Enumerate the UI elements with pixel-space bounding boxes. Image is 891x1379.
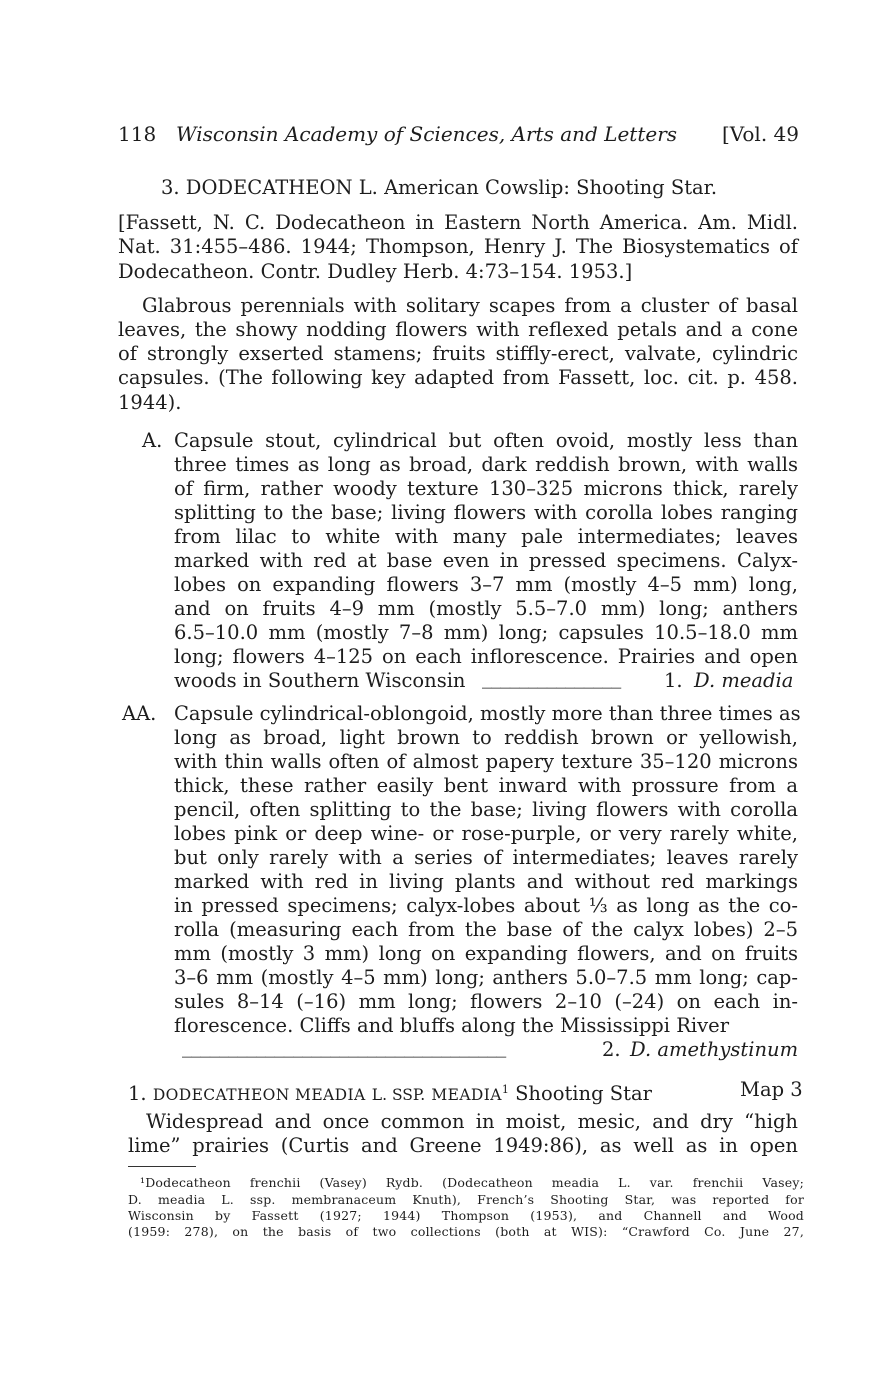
species-number: 1.: [128, 1082, 147, 1105]
genus-heading: 3. DODECATHEON L. American Cowslip: Shooting Star.: [161, 176, 718, 199]
key-a-result-number: 1.: [664, 669, 683, 692]
key-aa-result-number: 2.: [602, 1038, 621, 1061]
key-a-line: marked with red at base even in pressed specimens. Calyx-: [174, 549, 798, 572]
journal-title: Wisconsin Academy of Sciences, Arts and Letters: [176, 122, 678, 146]
key-a-last-line: woods in Southern Wisconsin: [174, 669, 466, 692]
key-a-result-name: D. meadia: [694, 669, 794, 692]
key-a-line: Capsule stout, cylindrical but often ovoid, mostly less than: [174, 429, 798, 452]
key-aa-leader: ___________________________________: [182, 1035, 506, 1058]
key-aa-line: sules 8–14 (–16) mm long; flowers 2–10 (–24) on each in-: [174, 990, 798, 1013]
species-text-line: lime” prairies (Curtis and Greene 1949:86), as well as in open: [128, 1134, 798, 1157]
key-aa-line: marked with red in living plants and without red markings: [174, 870, 798, 893]
footnote-rule: [128, 1166, 196, 1167]
key-label-aa: AA.: [122, 702, 157, 725]
description-line: capsules. (The following key adapted from Fassett, loc. cit. p. 458.: [118, 366, 798, 389]
footnote-line: Wisconsin by Fassett (1927; 1944) Thompson (1953), and Channell and Wood: [128, 1208, 804, 1223]
key-aa-line: mm (mostly 3 mm) long on expanding flowers, and on fruits: [174, 942, 798, 965]
species-text-line: Widespread and once common in moist, mesic, and dry “high: [146, 1110, 798, 1133]
description-line: 1944).: [118, 391, 182, 414]
key-a-line: of firm, rather woody texture 130–325 microns thick, rarely: [174, 477, 798, 500]
key-aa-line: rolla (measuring each from the base of the calyx lobes) 2–5: [174, 918, 798, 941]
key-a-line: splitting to the base; living flowers with corolla lobes ranging: [174, 501, 798, 524]
key-aa-line: 3–6 mm (mostly 4–5 mm) long; anthers 5.0–7.5 mm long; cap-: [174, 966, 798, 989]
key-aa-last-text-line: florescence. Cliffs and bluffs along the Mississippi River: [174, 1014, 730, 1037]
key-a-line: from lilac to white with many pale intermediates; leaves: [174, 525, 798, 548]
footnote-line: ¹Dodecatheon frenchii (Vasey) Rydb. (Dodecatheon meadia L. var. frenchii Vasey;: [140, 1175, 804, 1190]
key-a-line: three times as long as broad, dark reddish brown, with walls: [174, 453, 798, 476]
species-heading: [128, 1078, 652, 1107]
subspecies-name: MEADIA: [431, 1086, 502, 1104]
species-name: DODECATHEON MEADIA: [152, 1086, 366, 1104]
key-aa-line: in pressed specimens; calyx-lobes about ⅓ as long as the co-: [174, 894, 798, 917]
description-line: Glabrous perennials with solitary scapes from a cluster of basal: [142, 294, 798, 317]
footnote-mark: 1: [501, 1083, 509, 1096]
description-line: leaves, the showy nodding flowers with reflexed petals and a cone: [118, 318, 798, 341]
footnote-line: D. meadia L. ssp. membranaceum Knuth), French’s Shooting Star, was reported for: [128, 1192, 804, 1207]
key-aa-line: lobes pink or deep wine- or rose-purple, or very rarely white,: [174, 822, 798, 845]
page-number: 118: [118, 122, 157, 146]
common-name: Shooting Star: [515, 1082, 652, 1105]
key-label-a: A.: [142, 429, 163, 452]
key-a-line: lobes on expanding flowers 3–7 mm (mostly 4–5 mm) long,: [174, 573, 798, 596]
key-aa-line: pencil, often splitting to the base; living flowers with corolla: [174, 798, 798, 821]
species-author: L. SSP.: [371, 1086, 426, 1104]
key-aa-line: thick, these rather easily bent inward with prossure from a: [174, 774, 798, 797]
key-aa-line: Capsule cylindrical-oblongoid, mostly more than three times as: [174, 702, 801, 725]
key-aa-line: with thin walls often of almost papery texture 35–120 microns: [174, 750, 798, 773]
reference-line: Nat. 31:455–486. 1944; Thompson, Henry J. The Biosystematics of: [118, 235, 798, 258]
key-a-leader: _______________: [482, 666, 621, 689]
key-aa-result-name: D. amethystinum: [630, 1038, 799, 1061]
key-a-line: 6.5–10.0 mm (mostly 7–8 mm) long; capsules 10.5–18.0 mm: [174, 621, 798, 644]
description-line: of strongly exserted stamens; fruits stiffly-erect, valvate, cylindric: [118, 342, 798, 365]
reference-line: Dodecatheon. Contr. Dudley Herb. 4:73–154. 1953.]: [118, 260, 633, 283]
key-aa-line: but only rarely with a series of intermediates; leaves rarely: [174, 846, 798, 869]
reference-line: [Fassett, N. C. Dodecatheon in Eastern North America. Am. Midl.: [118, 211, 798, 234]
key-a-line: and on fruits 4–9 mm (mostly 5.5–7.0 mm) long; anthers: [174, 597, 798, 620]
volume-label: [Vol. 49: [721, 122, 799, 146]
map-reference: Map 3: [740, 1078, 803, 1101]
footnote-line: (1959: 278), on the basis of two collections (both at WIS): “Crawford Co. June 27,: [128, 1224, 804, 1239]
key-aa-line: long as broad, light brown to reddish brown or yellowish,: [174, 726, 798, 749]
key-a-line: long; flowers 4–125 on each inflorescence. Prairies and open: [174, 645, 798, 668]
